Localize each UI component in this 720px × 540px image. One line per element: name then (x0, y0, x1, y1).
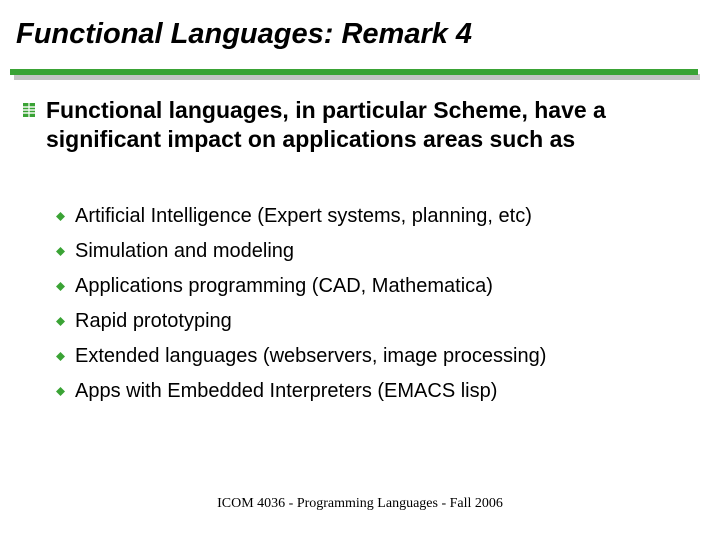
diamond-bullet-icon (56, 317, 65, 326)
sub-bullet-text: Apps with Embedded Interpreters (EMACS lisp) (75, 380, 498, 402)
sub-bullet-item (56, 304, 696, 339)
diamond-bullet-icon (56, 352, 65, 361)
sub-bullet-item (56, 199, 696, 234)
sub-bullet-item (56, 374, 696, 409)
title-underline (10, 69, 698, 75)
diamond-bullet-icon (56, 282, 65, 291)
diamond-bullet-icon (56, 387, 65, 396)
sub-bullet-text: Applications programming (CAD, Mathematica) (75, 275, 493, 297)
main-bullet-text: Functional languages, in particular Scheme, have a significant impact on applications areas such as (46, 97, 606, 152)
sub-bullet-list (56, 199, 696, 409)
square-bullet-icon (20, 102, 38, 118)
diamond-bullet-icon (56, 212, 65, 221)
sub-bullet-item (56, 269, 696, 304)
sub-bullet-text: Extended languages (webservers, image processing) (75, 345, 547, 367)
sub-bullet-text: Artificial Intelligence (Expert systems, planning, etc) (75, 205, 532, 227)
sub-bullet-item (56, 234, 696, 269)
sub-bullet-text: Simulation and modeling (75, 240, 295, 262)
slide-footer: ICOM 4036 - Programming Languages - Fall 2006 (217, 496, 503, 511)
slide-title: Functional Languages: Remark 4 (16, 18, 473, 50)
sub-bullet-item (56, 339, 696, 374)
diamond-bullet-icon (56, 247, 65, 256)
sub-bullet-text: Rapid prototyping (75, 310, 232, 332)
